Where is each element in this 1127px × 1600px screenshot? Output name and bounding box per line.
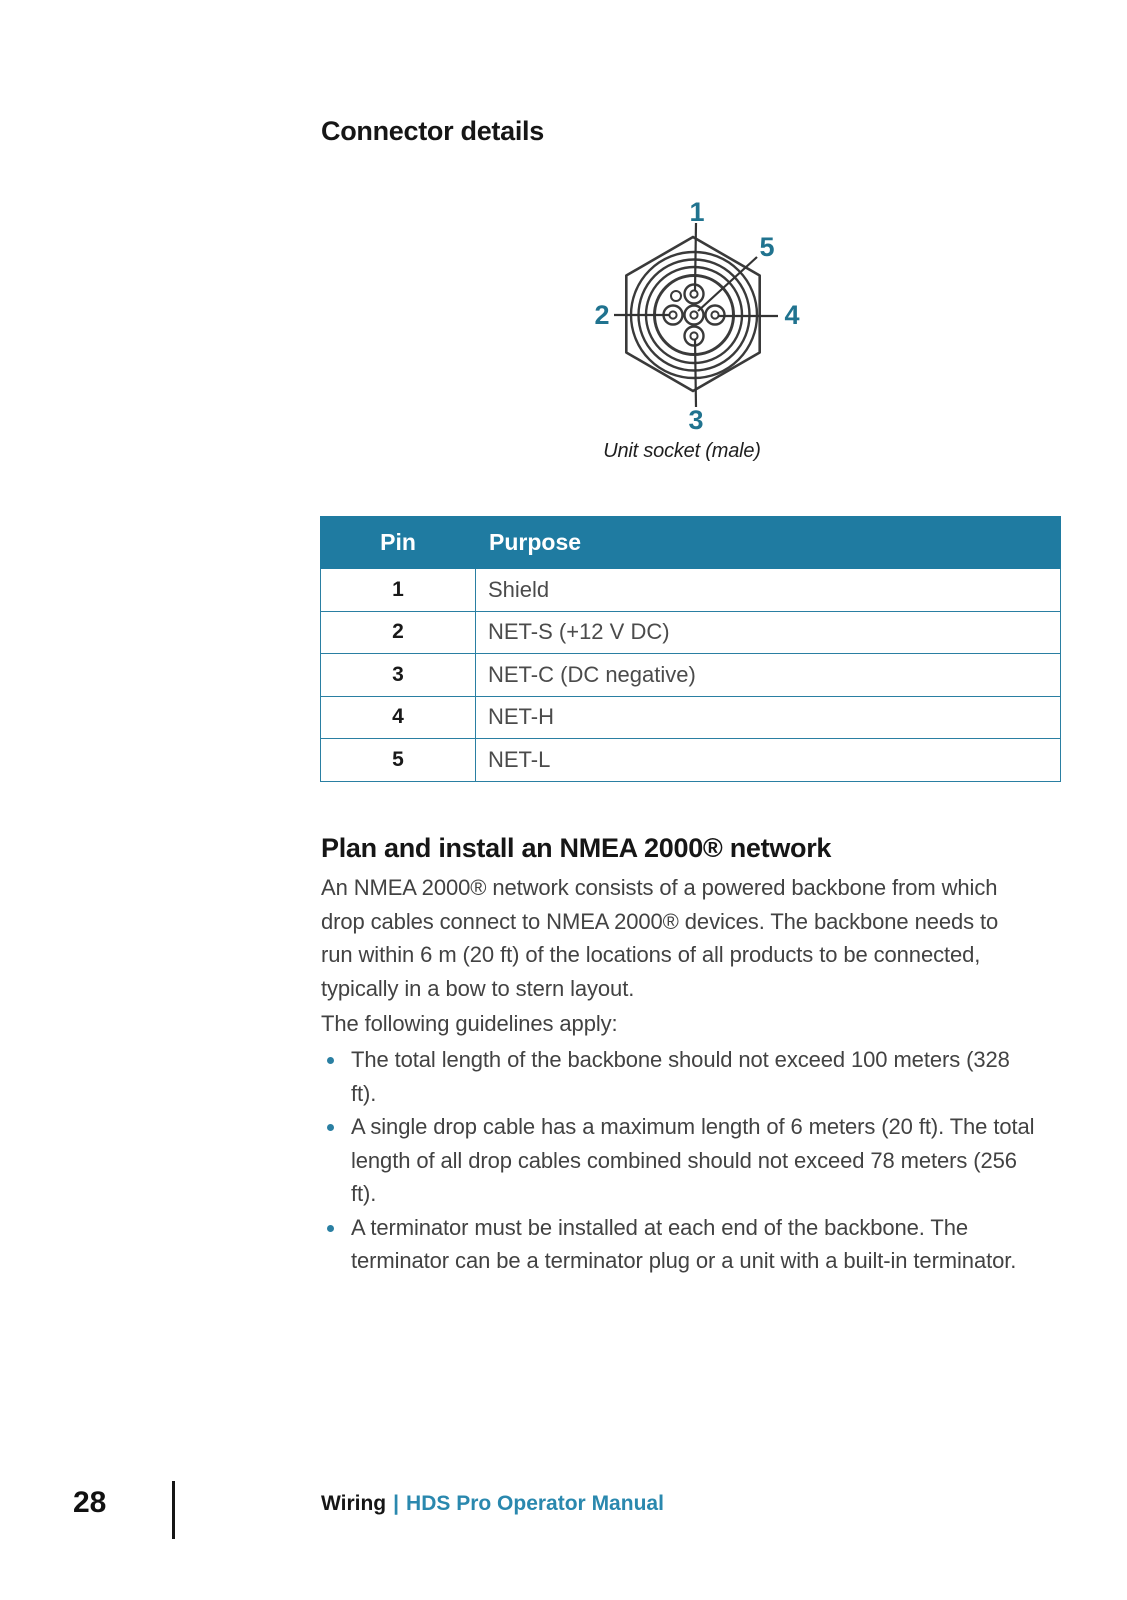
- section-heading: Plan and install an NMEA 2000® network: [321, 833, 832, 863]
- page-number: 28: [73, 1486, 107, 1519]
- table-row: [321, 569, 1061, 612]
- purpose-cell: NET-H: [476, 696, 1061, 739]
- list-item-text: A terminator must be installed at each end of the backbone. The terminator can be a terminator plug or a unit with a built-in terminator.: [351, 1214, 1017, 1273]
- page-title: Connector details: [321, 116, 544, 146]
- section-paragraph: The following guidelines apply:: [321, 1011, 618, 1036]
- purpose-cell: NET-S (+12 V DC): [476, 611, 1061, 654]
- leader-line-3: [695, 339, 696, 407]
- pin-cell: 4: [321, 696, 476, 739]
- list-item: [321, 1211, 1035, 1278]
- leader-lines: [614, 223, 778, 407]
- table-row: [321, 654, 1061, 697]
- section-paragraph: An NMEA 2000® network consists of a powered backbone from which drop cables connect to NMEA 2000® devices. The backbone needs to run within 6 m (20 ft) of the locations of all products to be connected, typically in a bow to stern layout.: [321, 875, 999, 1001]
- purpose-cell: Shield: [476, 569, 1061, 612]
- footer-divider: [172, 1481, 175, 1539]
- key-notch: [671, 291, 681, 301]
- pin-cell: 1: [321, 569, 476, 612]
- pin-label-3: 3: [688, 405, 704, 435]
- figure-caption: Unit socket (male): [603, 440, 761, 462]
- connector-figure: [570, 196, 810, 436]
- footer-separator: |: [393, 1492, 400, 1515]
- leader-line-1: [695, 223, 696, 291]
- purpose-cell: NET-C (DC negative): [476, 654, 1061, 697]
- list-item-text: A single drop cable has a maximum length of 6 meters (20 ft). The total length of all drop cables combined should not exceed 78 meters (256 ft).: [351, 1114, 1035, 1206]
- list-item: [321, 1043, 1035, 1110]
- pin-label-2: 2: [594, 300, 610, 330]
- footer-manual-title: HDS Pro Operator Manual: [406, 1492, 664, 1515]
- table-header-row: [321, 517, 1061, 569]
- pin-purpose-table: [320, 516, 1061, 782]
- pin-cell: 2: [321, 611, 476, 654]
- footer-section-label: Wiring: [321, 1492, 387, 1515]
- footer-breadcrumb: [321, 1492, 664, 1516]
- table-row: [321, 696, 1061, 739]
- bullet-icon: [327, 1057, 334, 1064]
- table-row: [321, 739, 1061, 782]
- pin-label-5: 5: [759, 232, 775, 262]
- table-header-purpose: Purpose: [476, 517, 1061, 569]
- bullet-icon: [327, 1124, 334, 1131]
- pin-cell: 3: [321, 654, 476, 697]
- bullet-icon: [327, 1225, 334, 1232]
- table-row: [321, 611, 1061, 654]
- table-header-pin: Pin: [321, 517, 476, 569]
- list-item: [321, 1110, 1035, 1211]
- list-item-text: The total length of the backbone should not exceed 100 meters (328 ft).: [351, 1047, 1010, 1106]
- guidelines-list: [321, 1043, 1035, 1278]
- purpose-cell: NET-L: [476, 739, 1061, 782]
- pin-cell: 5: [321, 739, 476, 782]
- pin-label-4: 4: [784, 300, 800, 330]
- connector-socket-diagram-icon: [570, 196, 810, 436]
- pin-label-1: 1: [689, 197, 705, 227]
